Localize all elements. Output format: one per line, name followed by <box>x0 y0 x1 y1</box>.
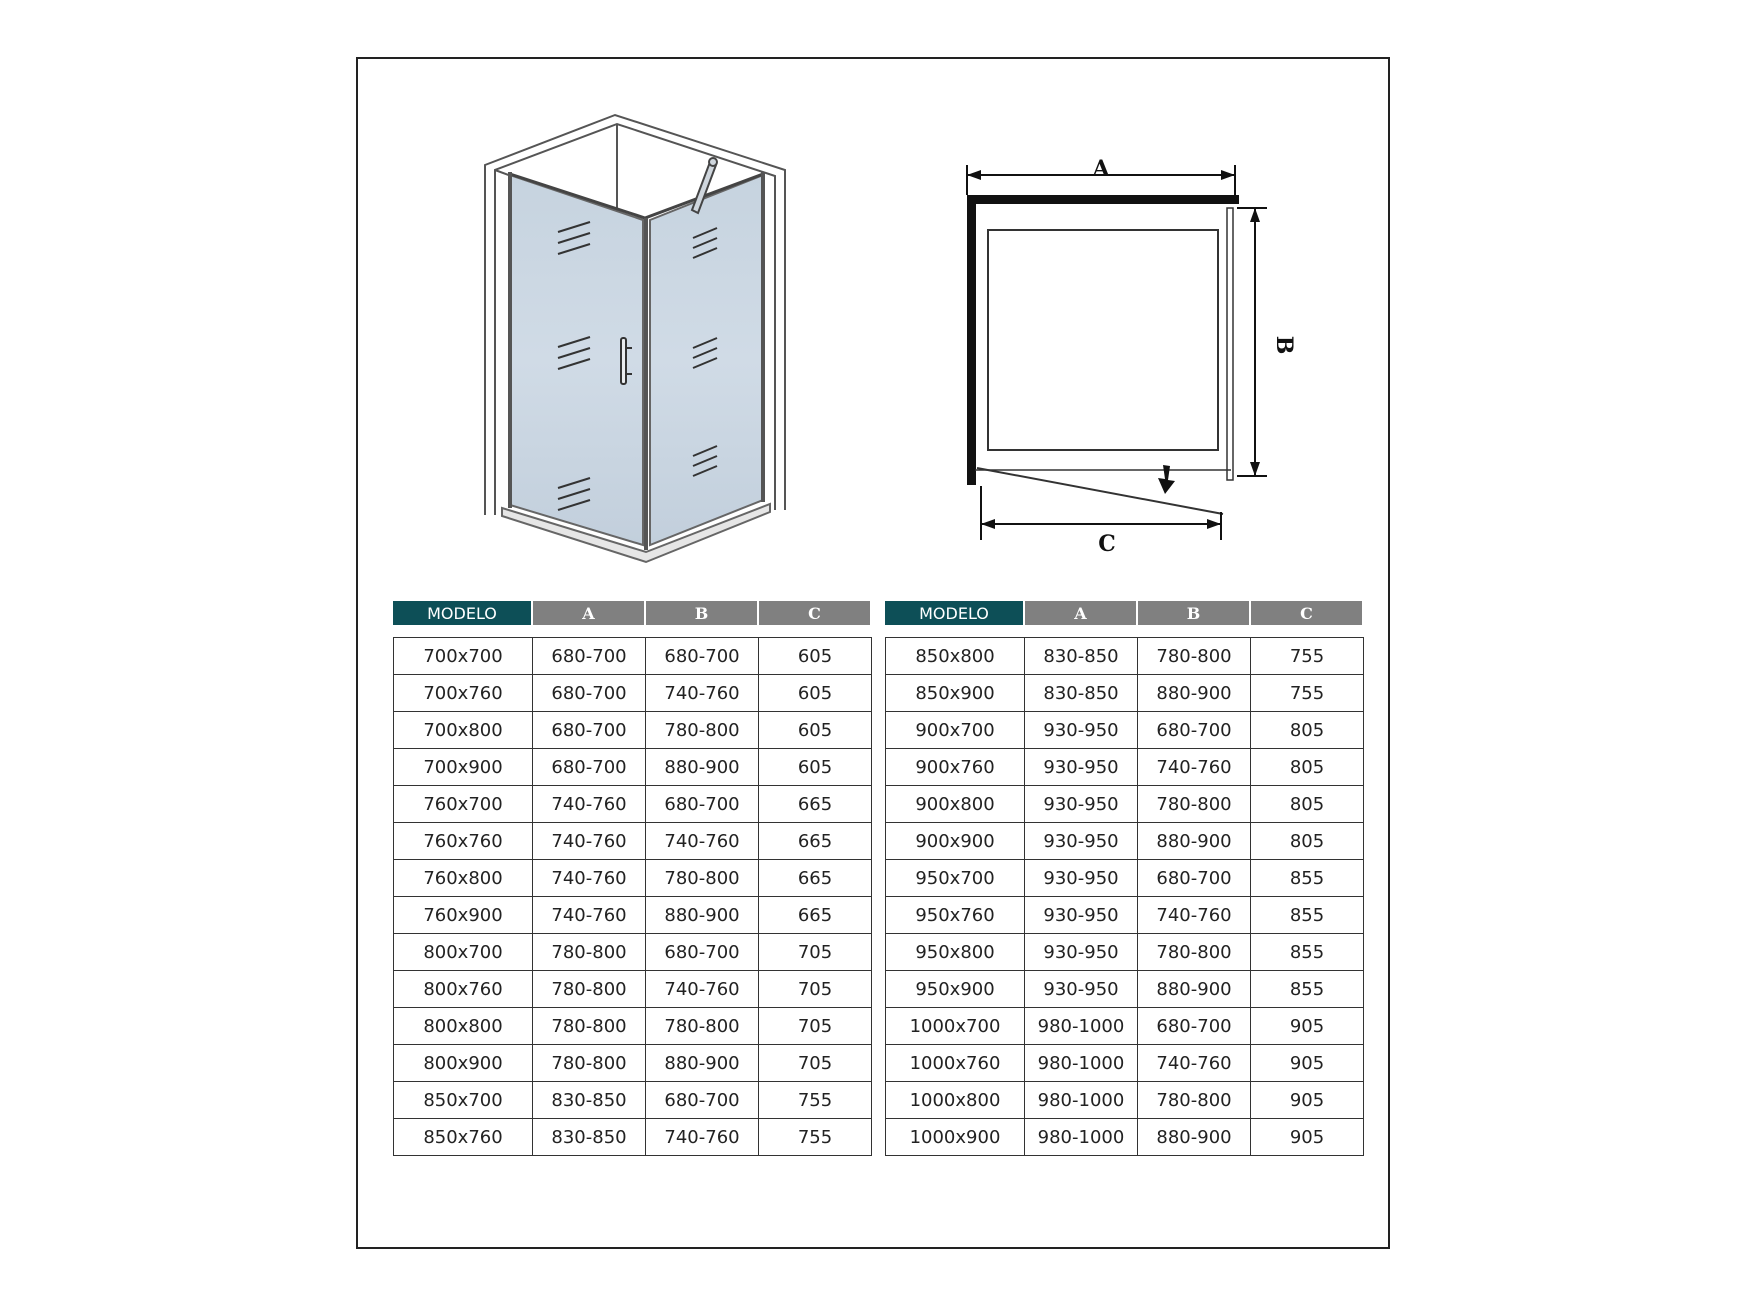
cell-a: 680-700 <box>533 675 646 712</box>
table-row <box>393 749 872 786</box>
table-row <box>885 1082 1364 1119</box>
table-row <box>393 786 872 823</box>
header-modelo: MODELO <box>393 601 533 625</box>
back-wall <box>967 195 1239 204</box>
cell-modelo: 1000x900 <box>885 1119 1025 1156</box>
cell-a: 930-950 <box>1025 860 1138 897</box>
cell-c: 755 <box>759 1082 872 1119</box>
cell-modelo: 1000x760 <box>885 1045 1025 1082</box>
cell-b: 780-800 <box>646 1008 759 1045</box>
cell-b: 680-700 <box>1138 712 1251 749</box>
cell-c: 805 <box>1251 749 1364 786</box>
cell-modelo: 800x800 <box>393 1008 533 1045</box>
table-row <box>393 712 872 749</box>
cell-b: 780-800 <box>646 712 759 749</box>
cell-c: 755 <box>1251 637 1364 675</box>
cell-b: 880-900 <box>646 749 759 786</box>
cell-c: 665 <box>759 897 872 934</box>
cell-a: 680-700 <box>533 749 646 786</box>
table-row <box>393 675 872 712</box>
cell-a: 930-950 <box>1025 934 1138 971</box>
cell-modelo: 760x700 <box>393 786 533 823</box>
shower-enclosure-illustration <box>480 110 790 570</box>
table-row <box>885 934 1364 971</box>
cell-c: 705 <box>759 934 872 971</box>
cell-modelo: 900x900 <box>885 823 1025 860</box>
table-row <box>393 860 872 897</box>
table-row <box>393 897 872 934</box>
cell-c: 665 <box>759 786 872 823</box>
cell-c: 605 <box>759 712 872 749</box>
table-row <box>393 637 872 675</box>
table-row <box>885 897 1364 934</box>
table-row <box>393 1008 872 1045</box>
cell-c: 665 <box>759 860 872 897</box>
cell-b: 740-760 <box>1138 897 1251 934</box>
cell-a: 830-850 <box>533 1119 646 1156</box>
cell-modelo: 1000x700 <box>885 1008 1025 1045</box>
cell-b: 740-760 <box>646 1119 759 1156</box>
shower-tray-outline <box>988 230 1218 450</box>
cell-a: 780-800 <box>533 971 646 1008</box>
table-header-row <box>885 601 1364 625</box>
cell-modelo: 850x760 <box>393 1119 533 1156</box>
cell-a: 930-950 <box>1025 786 1138 823</box>
table-row <box>885 823 1364 860</box>
cell-b: 780-800 <box>1138 786 1251 823</box>
table-row <box>885 971 1364 1008</box>
cell-b: 680-700 <box>646 786 759 823</box>
dimension-b-label: B <box>1271 335 1297 355</box>
cell-a: 930-950 <box>1025 749 1138 786</box>
cell-b: 740-760 <box>646 971 759 1008</box>
cell-b: 880-900 <box>646 1045 759 1082</box>
cell-b: 880-900 <box>646 897 759 934</box>
cell-a: 980-1000 <box>1025 1082 1138 1119</box>
table-row <box>885 786 1364 823</box>
cell-c: 855 <box>1251 971 1364 1008</box>
table-row <box>393 1119 872 1156</box>
table-row <box>885 637 1364 675</box>
cell-b: 880-900 <box>1138 675 1251 712</box>
cell-modelo: 700x900 <box>393 749 533 786</box>
side-wall <box>967 195 976 485</box>
table-row <box>885 675 1364 712</box>
side-glass-line <box>1227 208 1233 480</box>
cell-modelo: 700x800 <box>393 712 533 749</box>
cell-modelo: 900x700 <box>885 712 1025 749</box>
cell-a: 980-1000 <box>1025 1045 1138 1082</box>
cell-c: 705 <box>759 1045 872 1082</box>
cell-modelo: 760x760 <box>393 823 533 860</box>
cell-c: 905 <box>1251 1045 1364 1082</box>
cell-modelo: 950x800 <box>885 934 1025 971</box>
cell-a: 740-760 <box>533 823 646 860</box>
cell-modelo: 760x900 <box>393 897 533 934</box>
header-c: C <box>759 601 872 625</box>
table-row <box>885 1008 1364 1045</box>
cell-b: 740-760 <box>646 823 759 860</box>
cell-modelo: 800x900 <box>393 1045 533 1082</box>
side-panel <box>650 175 763 545</box>
table-row <box>393 971 872 1008</box>
cell-a: 930-950 <box>1025 712 1138 749</box>
table-row <box>885 860 1364 897</box>
cell-a: 830-850 <box>1025 637 1138 675</box>
dimension-a-label: A <box>1092 156 1110 182</box>
cell-modelo: 950x900 <box>885 971 1025 1008</box>
dimensions-table-right <box>885 601 1364 1156</box>
cell-b: 680-700 <box>646 1082 759 1119</box>
cell-a: 740-760 <box>533 860 646 897</box>
cell-b: 780-800 <box>646 860 759 897</box>
cell-a: 780-800 <box>533 1045 646 1082</box>
cell-c: 705 <box>759 971 872 1008</box>
cell-b: 680-700 <box>646 934 759 971</box>
table-row <box>885 1119 1364 1156</box>
cell-a: 980-1000 <box>1025 1008 1138 1045</box>
cell-c: 755 <box>1251 675 1364 712</box>
cell-c: 805 <box>1251 823 1364 860</box>
cell-modelo: 700x760 <box>393 675 533 712</box>
table-row <box>393 1045 872 1082</box>
cell-b: 740-760 <box>646 675 759 712</box>
cell-a: 830-850 <box>1025 675 1138 712</box>
header-modelo: MODELO <box>885 601 1025 625</box>
cell-c: 905 <box>1251 1008 1364 1045</box>
header-b: B <box>1138 601 1251 625</box>
table-row <box>885 1045 1364 1082</box>
cell-c: 855 <box>1251 897 1364 934</box>
cell-a: 930-950 <box>1025 971 1138 1008</box>
cell-modelo: 900x800 <box>885 786 1025 823</box>
cell-b: 740-760 <box>1138 749 1251 786</box>
cell-c: 605 <box>759 749 872 786</box>
cell-b: 740-760 <box>1138 1045 1251 1082</box>
cell-b: 880-900 <box>1138 971 1251 1008</box>
cell-a: 680-700 <box>533 712 646 749</box>
table-row <box>393 934 872 971</box>
cell-modelo: 950x700 <box>885 860 1025 897</box>
table-row <box>885 712 1364 749</box>
cell-c: 665 <box>759 823 872 860</box>
cell-a: 780-800 <box>533 934 646 971</box>
cell-b: 780-800 <box>1138 934 1251 971</box>
cell-a: 680-700 <box>533 637 646 675</box>
cell-b: 880-900 <box>1138 1119 1251 1156</box>
cell-modelo: 800x760 <box>393 971 533 1008</box>
cell-b: 680-700 <box>1138 860 1251 897</box>
cell-a: 780-800 <box>533 1008 646 1045</box>
cell-modelo: 700x700 <box>393 637 533 675</box>
cell-a: 980-1000 <box>1025 1119 1138 1156</box>
header-a: A <box>1025 601 1138 625</box>
cell-c: 705 <box>759 1008 872 1045</box>
table-row <box>393 823 872 860</box>
cell-modelo: 850x700 <box>393 1082 533 1119</box>
header-c: C <box>1251 601 1364 625</box>
table-row <box>393 1082 872 1119</box>
cell-modelo: 760x800 <box>393 860 533 897</box>
table-header-row <box>393 601 872 625</box>
cell-c: 755 <box>759 1119 872 1156</box>
cell-modelo: 850x800 <box>885 637 1025 675</box>
cell-c: 805 <box>1251 786 1364 823</box>
cell-b: 680-700 <box>1138 1008 1251 1045</box>
cell-a: 740-760 <box>533 897 646 934</box>
cell-a: 740-760 <box>533 786 646 823</box>
cell-modelo: 950x760 <box>885 897 1025 934</box>
cell-modelo: 1000x800 <box>885 1082 1025 1119</box>
cell-a: 830-850 <box>533 1082 646 1119</box>
cell-modelo: 800x700 <box>393 934 533 971</box>
cell-b: 780-800 <box>1138 637 1251 675</box>
cell-c: 805 <box>1251 712 1364 749</box>
cell-b: 780-800 <box>1138 1082 1251 1119</box>
top-view-dimension-diagram <box>955 150 1297 565</box>
dimensions-table-left <box>393 601 872 1156</box>
cell-b: 680-700 <box>646 637 759 675</box>
cell-c: 905 <box>1251 1082 1364 1119</box>
cell-c: 605 <box>759 637 872 675</box>
dimension-c-label: C <box>1098 531 1116 557</box>
cell-c: 905 <box>1251 1119 1364 1156</box>
cell-modelo: 850x900 <box>885 675 1025 712</box>
header-a: A <box>533 601 646 625</box>
cell-a: 930-950 <box>1025 897 1138 934</box>
header-b: B <box>646 601 759 625</box>
cell-c: 855 <box>1251 860 1364 897</box>
cell-a: 930-950 <box>1025 823 1138 860</box>
cell-c: 605 <box>759 675 872 712</box>
cell-modelo: 900x760 <box>885 749 1025 786</box>
table-row <box>885 749 1364 786</box>
cell-c: 855 <box>1251 934 1364 971</box>
cell-b: 880-900 <box>1138 823 1251 860</box>
